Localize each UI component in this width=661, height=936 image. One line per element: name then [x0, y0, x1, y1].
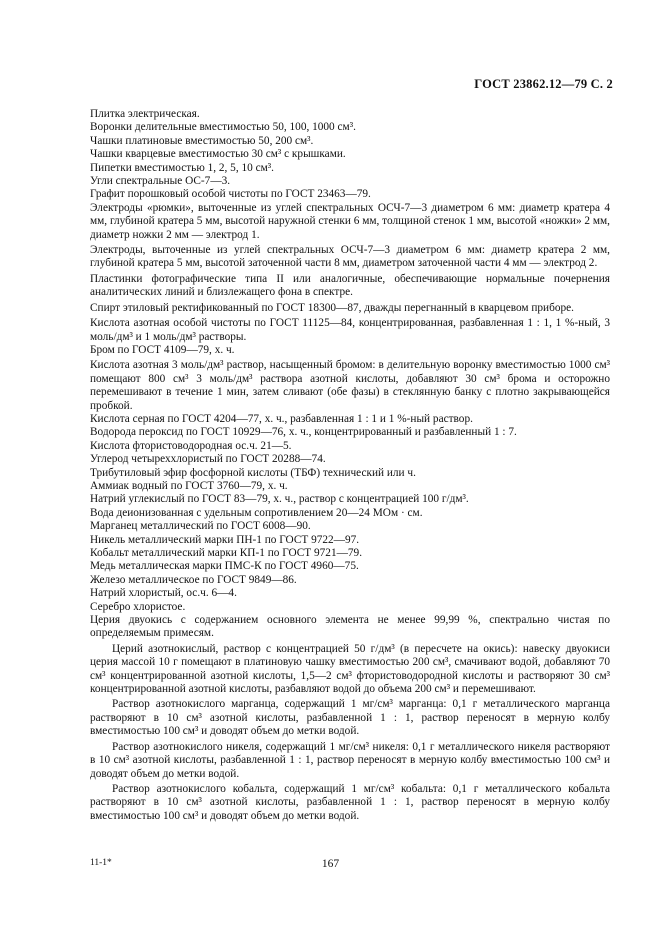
page-number: 167 — [321, 858, 340, 870]
paragraph: Чашки платиновые вместимостью 50, 200 см³. — [90, 134, 314, 147]
paragraph: Кислота азотная 3 моль/дм³ раствор, насыщенный бромом: в делительную воронку вместимостью 1000 см³ помещают 800 см³ 3 моль/дм³ раствора азотной кислоты, добавляют 30 см³ брома и осторожно перемешивают в течение 1 мин, затем сливают (обе фазы) в стеклянную банку с плотно закрывающейся пробкой. — [90, 359, 610, 412]
paragraph: Железо металлическое по ГОСТ 9849—86. — [90, 573, 297, 586]
paragraph: Раствор азотнокислого кобальта, содержащий 1 мг/см³ кобальта: 0,1 г металлического кобальта растворяют в 10 см³ азотной кислоты, разбавленной 1 : 1, раствор переносят в мерную колбу вместимостью 100 см³ и доводят объем до метки водой. — [90, 782, 610, 822]
document-body — [90, 108, 610, 823]
paragraph: Раствор азотнокислого марганца, содержащий 1 мг/см³ марганца: 0,1 г металлического марганца растворяют в 10 см³ азотной кислоты, разбавленной 1 : 1, раствор переносят в мерную колбу вместимостью 100 см³ и доводят объем до метки водой. — [90, 698, 610, 738]
paragraph: Плитка электрическая. — [90, 108, 200, 120]
paragraph: Марганец металлический по ГОСТ 6008—90. — [90, 520, 311, 533]
paragraph: Кислота фтористоводородная ос.ч. 21—5. — [90, 439, 292, 452]
paragraph: Серебро хлористое. — [90, 600, 186, 613]
page-header: ГОСТ 23862.12—79 С. 2 — [474, 77, 613, 91]
paragraph: Церий азотнокислый, раствор с концентрацией 50 г/дм³ (в пересчете на окись): навеску двуокиси церия массой 10 г помещают в платиновую чашку вместимостью 200 см³, смачивают водой, добавляют 70 см³ концентрированной азотной кислоты, 1,5—2 см³ фтористоводородной кислоты и растворяют 30 см³ концентрированной азотной кислоты, разбавляют водой до объема 200 см³ и перемешивают. — [90, 642, 610, 696]
paragraph: Пипетки вместимостью 1, 2, 5, 10 см³. — [90, 161, 274, 174]
paragraph: Электроды, выточенные из углей спектральных ОСЧ-7—3 диаметром 6 мм: диаметр кратера 2 мм, глубиной кратера 5 мм, высотой заточенной части 8 мм, диаметром заточенной части 4 мм — электрод 2. — [90, 244, 610, 270]
paragraph: Спирт этиловый ректификованный по ГОСТ 18300—87, дважды перегнанный в кварцевом приборе. — [90, 301, 574, 314]
footer-mark: 11-1* — [90, 858, 112, 868]
paragraph: Трибутиловый эфир фосфорной кислоты (ТБФ) технический или ч. — [90, 466, 416, 479]
paragraph: Аммиак водный по ГОСТ 3760—79, х. ч. — [90, 479, 288, 492]
paragraph: Кобальт металлический марки КП-1 по ГОСТ 9721—79. — [90, 547, 363, 559]
paragraph: Медь металлическая марки ПМС-К по ГОСТ 4960—75. — [90, 560, 359, 573]
paragraph: Кислота азотная особой чистоты по ГОСТ 11125—84, концентрированная, разбавленная 1 : 1, 1 %-ный, 3 моль/дм³ и 1 моль/дм³ растворы. — [90, 317, 610, 343]
paragraph: Углерод четыреххлористый по ГОСТ 20288—74. — [90, 453, 326, 466]
paragraph: Графит порошковый особой чистоты по ГОСТ 23463—79. — [90, 188, 371, 201]
paragraph: Раствор азотнокислого никеля, содержащий 1 мг/см³ никеля: 0,1 г металлического никеля растворяют в 10 см³ азотной кислоты, разбавленной 1 : 1, раствор переносят в мерную колбу вместимостью 100 см³ и доводят объем до метки водой. — [90, 740, 610, 780]
paragraph: Вода деионизованная с удельным сопротивлением 20—24 МОм · см. — [90, 506, 423, 519]
paragraph: Натрий углекислый по ГОСТ 83—79, х. ч., раствор с концентрацией 100 г/дм³. — [90, 493, 469, 506]
paragraph: Угли спектральные ОС-7—3. — [90, 175, 231, 188]
paragraph: Воронки делительные вместимостью 50, 100, 1000 см³. — [90, 121, 356, 134]
paragraph: Церия двуокись с содержанием основного элемента не менее 99,99 %, спектрально чистая по определяемым примесям. — [90, 614, 610, 640]
paragraph: Никель металлический марки ПН-1 по ГОСТ 9722—97. — [90, 533, 360, 546]
paragraph: Чашки кварцевые вместимостью 30 см³ с крышками. — [90, 148, 346, 161]
paragraph: Бром по ГОСТ 4109—79, х. ч. — [90, 343, 235, 356]
paragraph: Электроды «рюмки», выточенные из углей спектральных ОСЧ-7—3 диаметром 6 мм: диаметр кратера 4 мм, глубиной кратера 5 мм, высотой наружной стенки 6 мм, толщиной стенок 1 мм, высотой «ножки» 2 мм, диаметр ножки 2 мм — электрод 1. — [90, 201, 611, 241]
paragraph: Натрий хлористый, ос.ч. 6—4. — [90, 587, 237, 600]
paragraph: Кислота серная по ГОСТ 4204—77, х. ч., разбавленная 1 : 1 и 1 %-ный раствор. — [90, 412, 473, 425]
paragraph: Водорода пероксид по ГОСТ 10929—76, х. ч., концентрированный и разбавленный 1 : 7. — [90, 426, 517, 439]
paragraph: Пластинки фотографические типа II или аналогичные, обеспечивающие нормальные почернения аналитических линий и близлежащего фона в спектре. — [90, 272, 610, 299]
